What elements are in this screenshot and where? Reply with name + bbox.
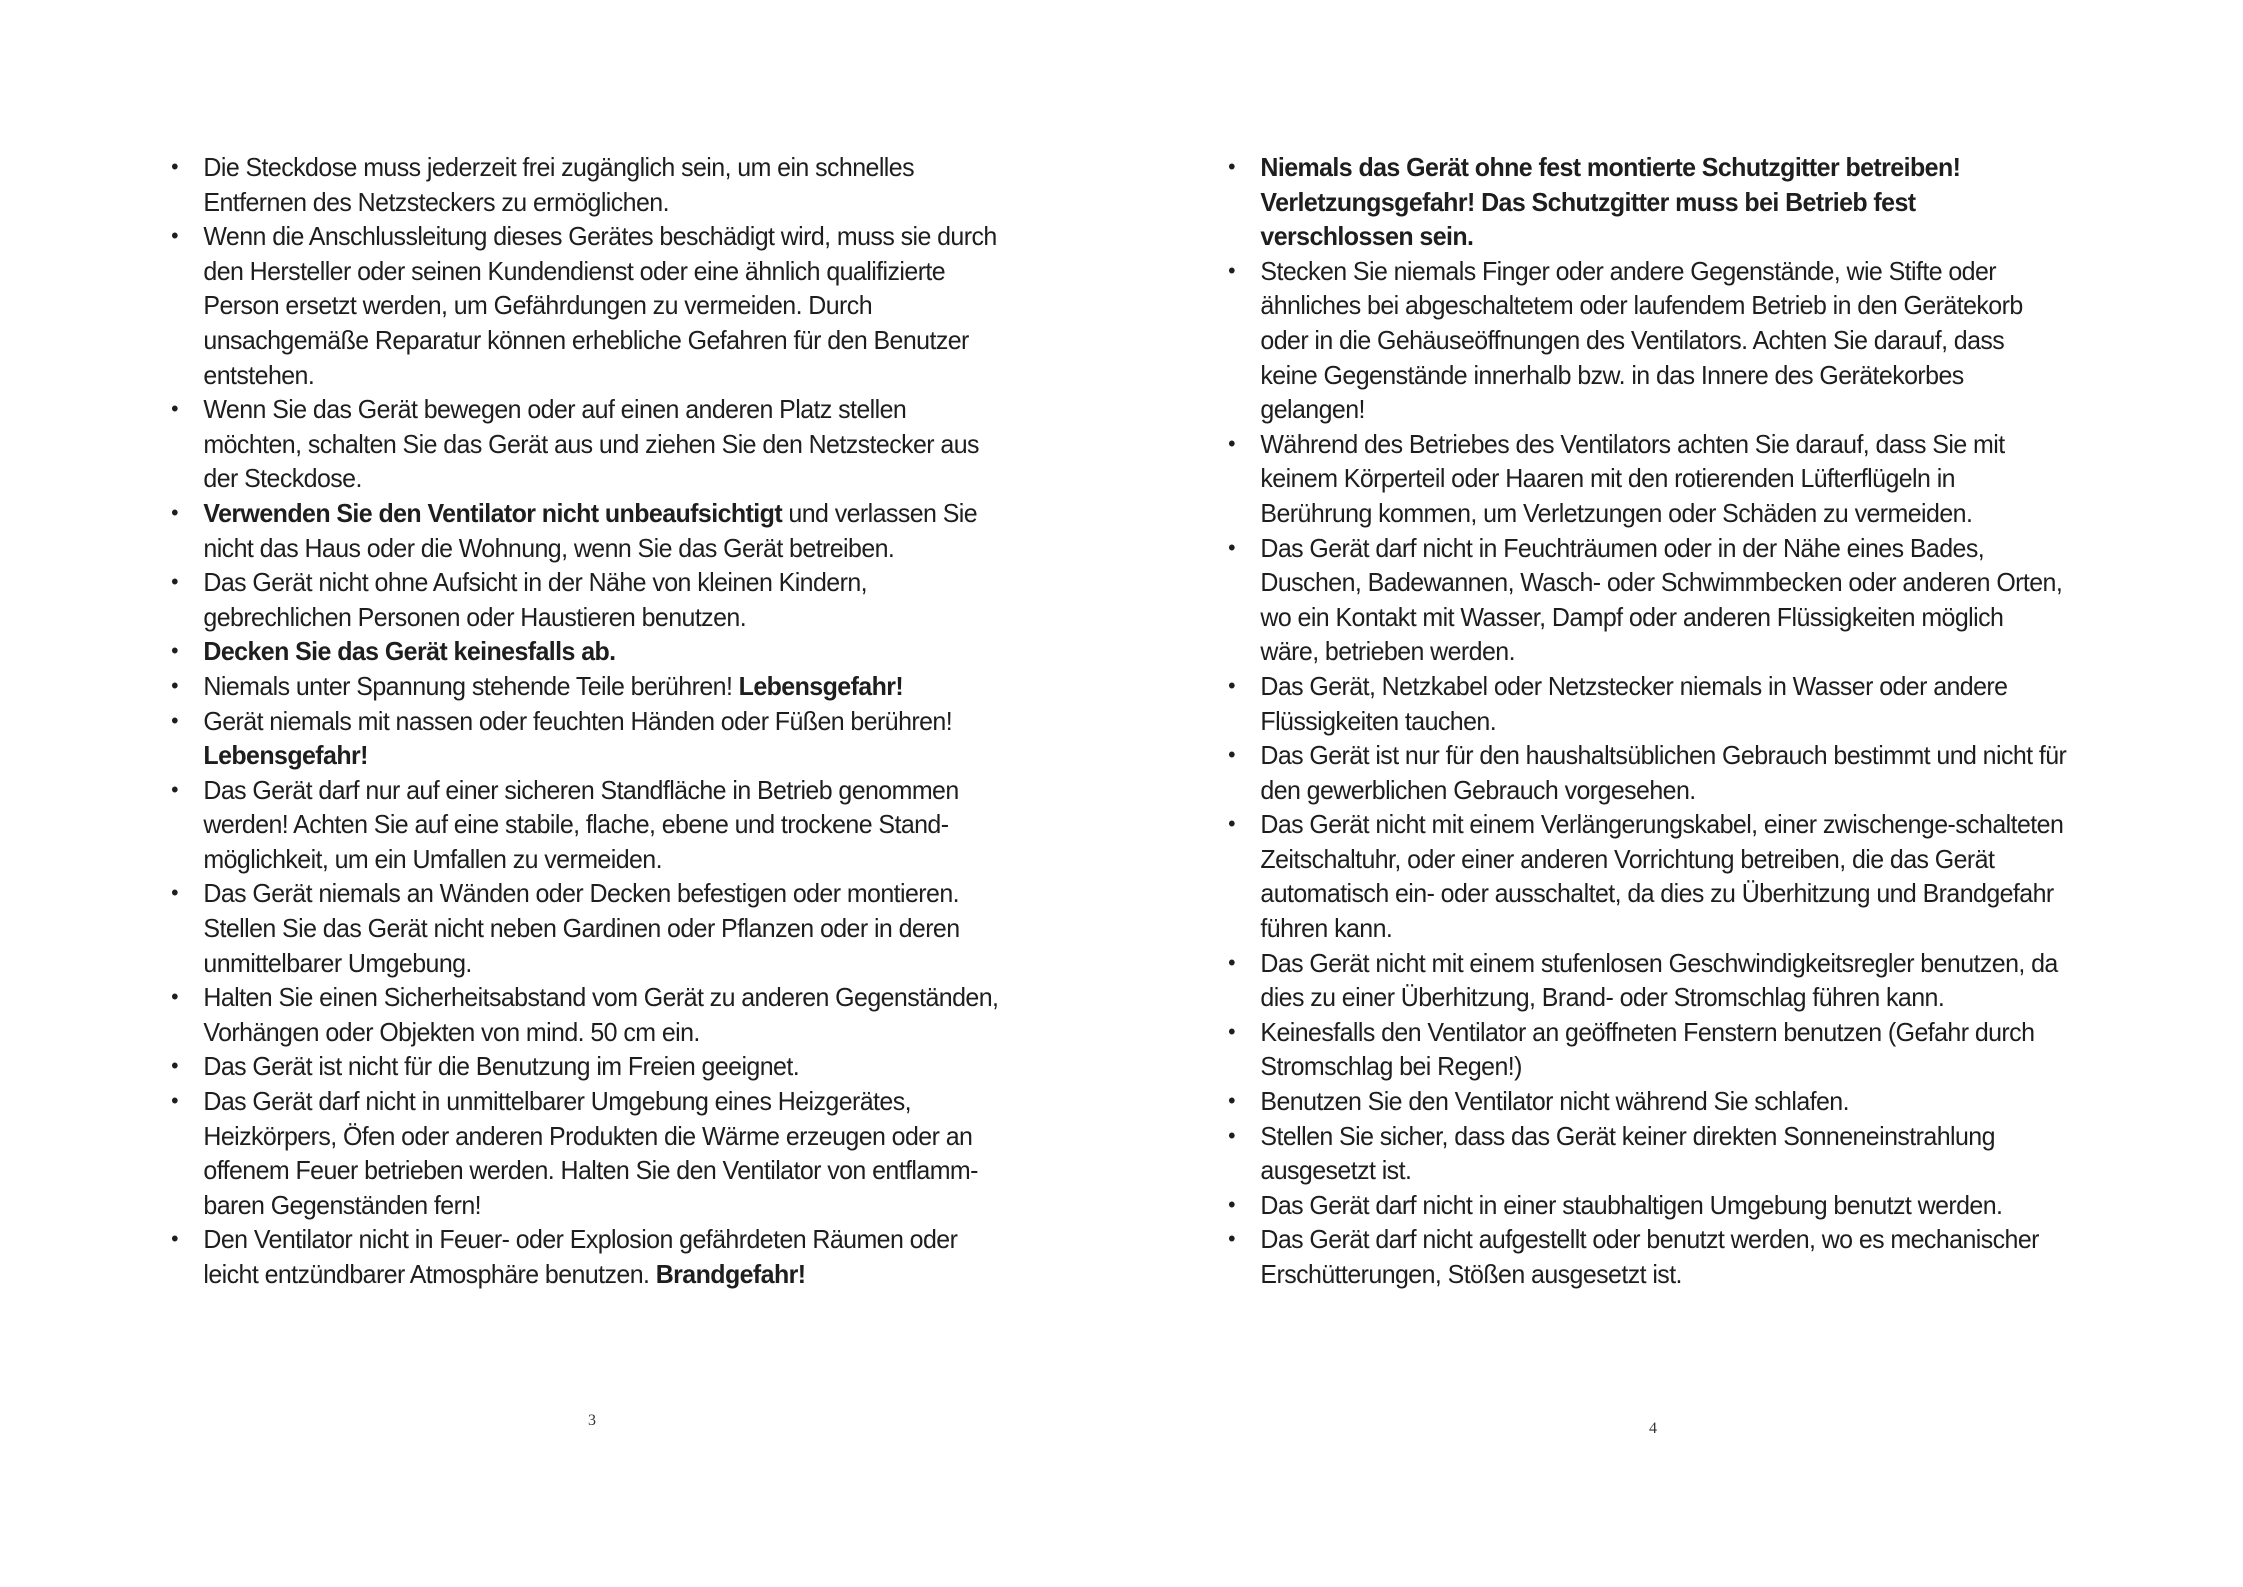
bullet-icon: • [1228,257,1236,283]
text: Benutzen Sie den Ventilator nicht während Sie schlafen. [1260,1086,1849,1117]
text: Das Gerät darf nicht in Feuchträumen oder in der Nähe eines Bades, Duschen, Badewannen, Wasch- oder Schwimmbecken oder anderen Orten, wo ein Kontakt mit Wasser, Dampf oder anderen Flüssigkeiten möglich wäre, betrieben werden. [1260,532,2063,667]
text: Die Steckdose muss jederzeit frei zugänglich sein, um ein schnelles Entfernen des Netzsteckers zu ermöglichen. [203,152,914,217]
text: Wenn Sie das Gerät bewegen oder auf einen anderen Platz stellen möchten, schalten Sie das Gerät aus und ziehen Sie den Netzstecker aus der Steckdose. [203,394,979,494]
list-item [165,634,1010,669]
list-item [165,669,1010,704]
list-item [1222,531,2067,669]
list-item [1222,669,2067,738]
bullet-icon: • [171,1226,179,1252]
bullet-icon: • [171,638,179,664]
bullet-icon: • [1228,534,1236,560]
bullet-icon: • [171,223,179,249]
bold-text: Decken Sie das Gerät keinesfalls ab. [203,636,616,667]
bullet-icon: • [1228,1191,1236,1217]
list-item [1222,1188,2067,1223]
list-item [165,1084,1010,1222]
text: Keinesfalls den Ventilator an geöffneten Fenstern benutzen (Gefahr durch Stromschlag bei Regen!) [1260,1016,2035,1082]
text: Das Gerät nicht mit einem Verlängerungskabel, einer zwischenge-schalteten Zeitschaltuhr, oder einer anderen Vorrichtung betreiben, die das Gerät automatisch ein- oder ausschaltet, da dies zu Überhitzung und Brandgefahr führen kann. [1260,809,2064,944]
text: Das Gerät niemals an Wänden oder Decken befestigen oder montieren. Stellen Sie das Gerät nicht neben Gardinen oder Pflanzen oder in deren unmittelbarer Umgebung. [203,878,960,978]
text: Das Gerät, Netzkabel oder Netzstecker niemals in Wasser oder andere Flüssigkeiten tauchen. [1260,670,2008,736]
list-item [1222,1084,2067,1119]
page-number-3: 3 [588,1412,596,1429]
text: Das Gerät nicht mit einem stufenlosen Geschwindigkeitsregler benutzen, da dies zu einer Überhitzung, Brand- oder Stromschlag führen kann. [1260,947,2058,1013]
safety-list-right [1222,150,2102,1292]
list-item [165,980,1010,1049]
list-item [165,565,1010,634]
list-item [1222,1015,2067,1084]
text: Den Ventilator nicht in Feuer- oder Explosion gefährdeten Räumen oder leicht entzündbarer Atmosphäre benutzen. [203,1224,958,1289]
bullet-icon: • [1228,154,1236,179]
bullet-icon: • [1228,1226,1236,1252]
list-item [1222,807,2067,945]
bold-text: Brandgefahr! [655,1259,806,1289]
list-item [1222,254,2067,427]
right-page [1222,150,2102,1292]
bold-text: Lebensgefahr! [203,740,368,771]
list-item [165,219,1010,392]
left-page [165,150,1045,1292]
text: Das Gerät darf nicht aufgestellt oder benutzt werden, wo es mechanischer Erschütterungen, Stößen ausgesetzt ist. [1260,1224,2039,1289]
list-item [165,876,1010,980]
bullet-icon: • [171,569,179,595]
bullet-icon: • [1228,1088,1236,1114]
bold-text: Lebensgefahr! [738,670,904,701]
bold-text: Niemals das Gerät ohne fest montierte Schutzgitter betreiben! Verletzungsgefahr! Das Schutzgitter muss bei Betrieb fest verschlossen sein. [1260,152,1961,252]
text: Gerät niemals mit nassen oder feuchten Händen oder Füßen berühren! [203,705,953,736]
page-number-4: 4 [1649,1420,1657,1437]
list-item [1222,738,2067,807]
text: Wenn die Anschlussleitung dieses Gerätes beschädigt wird, muss sie durch den Hersteller oder seinen Kundendienst oder eine ähnlich qualifizierte Person ersetzt werden, um Gefährdungen zu vermeiden. Durch unsachgemäße Reparatur können erhebliche Gefahren für den Benutzer entstehen. [203,221,997,390]
list-item [1222,150,2067,254]
list-item [1222,1222,2067,1291]
text: Das Gerät darf nur auf einer sicheren Standfläche in Betrieb genommen werden! Achten Sie auf eine stabile, flache, ebene und trockene Stand-möglichkeit, um ein Umfallen zu vermeiden. [203,774,959,874]
list-item [165,392,1010,496]
safety-list-left [165,150,1045,1292]
list-item [165,150,1010,219]
bullet-icon: • [171,707,179,733]
text: Das Gerät ist nicht für die Benutzung im Freien geeignet. [203,1051,800,1082]
list-item [165,704,1010,773]
text: Stecken Sie niemals Finger oder andere Gegenstände, wie Stifte oder ähnliches bei abgeschaltetem oder laufendem Betrieb in den Gerätekorb oder in die Gehäuseöffnungen des Ventilators. Achten Sie darauf, dass keine Gegenstände innerhalb bzw. in das Innere des Gerätekorbes gelangen! [1260,255,2023,425]
bullet-icon: • [171,499,179,525]
list-item [1222,946,2067,1015]
text: Während des Betriebes des Ventilators achten Sie darauf, dass Sie mit keinem Körperteil oder Haaren mit den rotierenden Lüfterflügeln in Berührung kommen, um Verletzungen oder Schäden zu vermeiden. [1260,428,2005,528]
list-item [165,1049,1010,1084]
list-item [1222,427,2067,531]
text: Das Gerät nicht ohne Aufsicht in der Nähe von kleinen Kindern, gebrechlichen Personen oder Haustieren benutzen. [203,567,867,632]
text: Das Gerät ist nur für den haushaltsüblichen Gebrauch bestimmt und nicht für den gewerblichen Gebrauch vorgesehen. [1260,740,2067,805]
text: Stellen Sie sicher, dass das Gerät keiner direkten Sonneneinstrahlung ausgesetzt ist. [1260,1120,1995,1186]
bullet-icon: • [171,1088,179,1114]
text: Das Gerät darf nicht in unmittelbarer Umgebung eines Heizgerätes, Heizkörpers, Öfen oder anderen Produkten die Wärme erzeugen oder an offenem Feuer betrieben werden. Halten Sie den Ventilator von entflamm-baren Gegenständen fern! [203,1086,978,1220]
bold-text: Verwenden Sie den Ventilator nicht unbeaufsichtigt [203,497,783,528]
bullet-icon: • [171,880,179,906]
list-item [1222,1119,2067,1188]
list-item [165,1222,1010,1291]
bullet-icon: • [1228,811,1236,837]
text: Das Gerät darf nicht in einer staubhaltigen Umgebung benutzt werden. [1260,1189,2003,1220]
list-item [165,496,1010,565]
bullet-icon: • [1228,1018,1236,1044]
bullet-icon: • [1228,742,1236,768]
bullet-icon: • [171,154,179,179]
bullet-icon: • [1228,1122,1236,1148]
text: und verlassen Sie nicht das Haus oder die Wohnung, wenn Sie das Gerät betreiben. [203,497,978,563]
bullet-icon: • [171,776,179,802]
text: Halten Sie einen Sicherheitsabstand vom Gerät zu anderen Gegenständen, Vorhängen oder Objekten von mind. 50 cm ein. [203,982,999,1047]
list-item [165,773,1010,877]
bullet-icon: • [171,672,179,698]
bullet-icon: • [1228,949,1236,975]
bullet-icon: • [171,1053,179,1079]
bullet-icon: • [171,396,179,422]
bullet-icon: • [1228,430,1236,456]
text: Niemals unter Spannung stehende Teile berühren! [203,670,739,701]
bullet-icon: • [171,984,179,1010]
bullet-icon: • [1228,672,1236,698]
